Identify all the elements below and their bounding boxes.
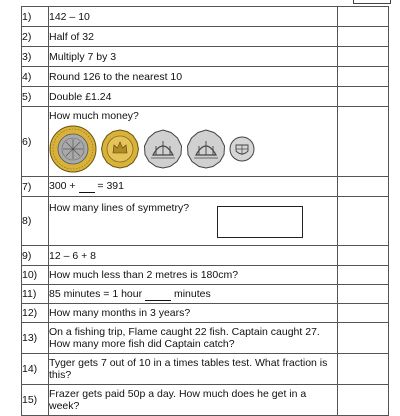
- question-row: [22, 197, 389, 246]
- question-text: Frazer gets paid 50p a day. How much does he get in a week?: [49, 385, 338, 416]
- question-row: [22, 304, 389, 323]
- question-row: [22, 67, 389, 87]
- question-text: [49, 285, 338, 304]
- question-number: 10): [22, 266, 49, 285]
- question-number: 5): [22, 87, 49, 107]
- question-text: Double £1.24: [49, 87, 338, 107]
- question-number: 3): [22, 47, 49, 67]
- fill-in-blank[interactable]: [79, 180, 95, 193]
- answer-cell[interactable]: [338, 87, 389, 107]
- question-text: How many lines of symmetry?: [49, 202, 190, 214]
- header-cell-edge: [353, 0, 391, 4]
- answer-cell[interactable]: [338, 323, 389, 354]
- answer-cell[interactable]: [338, 177, 389, 197]
- answer-cell[interactable]: [338, 107, 389, 177]
- answer-cell[interactable]: [338, 197, 389, 246]
- fifty-pence-coin-icon: [186, 129, 226, 169]
- question-row: [22, 47, 389, 67]
- symmetry-wrap: [49, 202, 337, 240]
- answer-cell[interactable]: [338, 354, 389, 385]
- question-text: How many months in 3 years?: [49, 304, 338, 323]
- question-row: [22, 266, 389, 285]
- fifty-pence-coin-icon: [143, 129, 183, 169]
- question-cell: [49, 197, 338, 246]
- question-number: 4): [22, 67, 49, 87]
- question-row: [22, 354, 389, 385]
- question-text: Tyger gets 7 out of 10 in a times tables test. What fraction is this?: [49, 354, 338, 385]
- question-text-part: minutes: [171, 287, 211, 300]
- question-number: 6): [22, 107, 49, 177]
- question-text: 12 – 6 + 8: [49, 246, 338, 266]
- five-pence-coin-icon: [229, 136, 255, 162]
- question-text: Half of 32: [49, 27, 338, 47]
- question-cell: [49, 107, 338, 177]
- shape-rectangle: [217, 206, 303, 238]
- question-row: [22, 27, 389, 47]
- answer-cell[interactable]: [338, 385, 389, 416]
- question-number: 15): [22, 385, 49, 416]
- question-text-part: 300 +: [49, 180, 79, 192]
- answer-cell[interactable]: [338, 266, 389, 285]
- question-number: 9): [22, 246, 49, 266]
- question-number: 8): [22, 197, 49, 246]
- answer-cell[interactable]: [338, 67, 389, 87]
- question-row: [22, 107, 389, 177]
- question-number: 7): [22, 177, 49, 197]
- question-number: 1): [22, 7, 49, 27]
- question-text: How much less than 2 metres is 180cm?: [49, 266, 338, 285]
- question-row: [22, 385, 389, 416]
- question-row: [22, 246, 389, 266]
- one-pound-coin-icon: [100, 129, 140, 169]
- answer-cell[interactable]: [338, 27, 389, 47]
- question-row: [22, 87, 389, 107]
- question-number: 11): [22, 285, 49, 304]
- answer-cell[interactable]: [338, 47, 389, 67]
- question-number: 12): [22, 304, 49, 323]
- question-text: Round 126 to the nearest 10: [49, 67, 338, 87]
- fill-in-blank[interactable]: [145, 288, 171, 301]
- question-number: 14): [22, 354, 49, 385]
- question-text: How much money?: [49, 110, 139, 122]
- question-text-part: = 391: [94, 180, 124, 192]
- question-row: [22, 7, 389, 27]
- question-row: [22, 177, 389, 197]
- question-text: On a fishing trip, Flame caught 22 fish. Captain caught 27. How many more fish did Captain catch?: [49, 323, 338, 354]
- coins-row: [49, 125, 337, 173]
- question-row: [22, 285, 389, 304]
- question-text: Multiply 7 by 3: [49, 47, 338, 67]
- worksheet: [21, 0, 389, 412]
- question-number: 2): [22, 27, 49, 47]
- questions-table: [21, 6, 389, 416]
- question-number: 13): [22, 323, 49, 354]
- answer-cell[interactable]: [338, 304, 389, 323]
- two-pound-coin-icon: [49, 125, 97, 173]
- answer-cell[interactable]: [338, 7, 389, 27]
- question-row: [22, 323, 389, 354]
- answer-cell[interactable]: [338, 285, 389, 304]
- question-text: 142 – 10: [49, 7, 338, 27]
- question-text: [49, 177, 338, 197]
- question-text-part: 85 minutes = 1 hour: [49, 287, 146, 300]
- answer-cell[interactable]: [338, 246, 389, 266]
